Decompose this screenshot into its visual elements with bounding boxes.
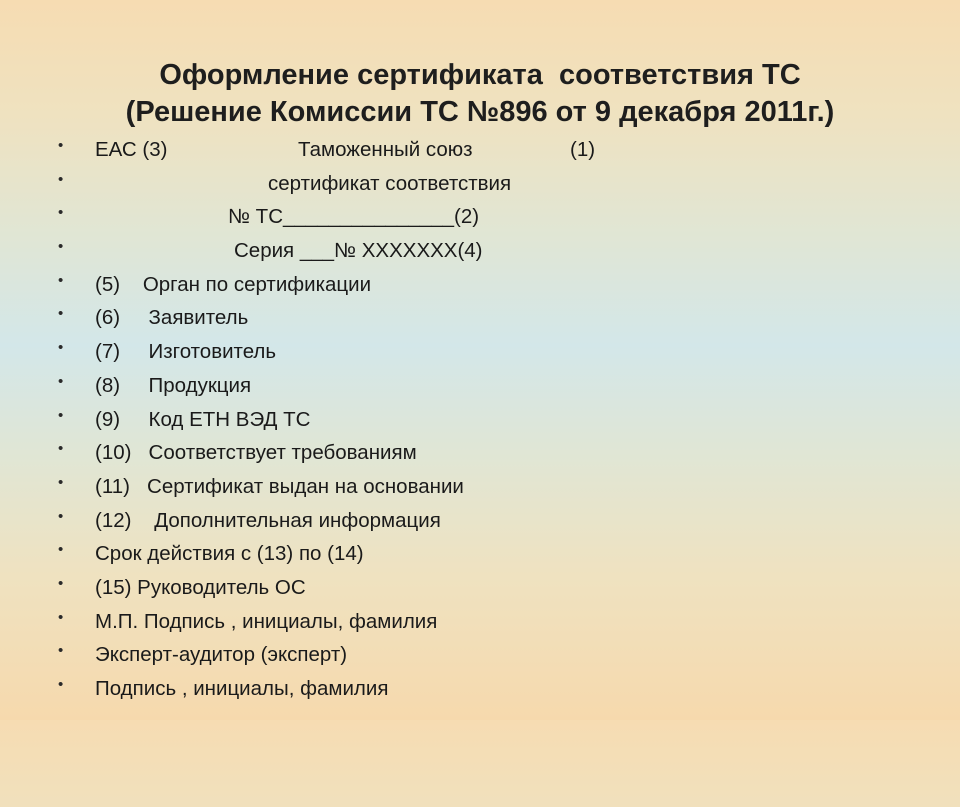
list-item-text: Эксперт-аудитор (эксперт) (95, 643, 348, 667)
series-label: Серия ___№ ХХХХХХХ(4) (234, 239, 483, 263)
bullet-icon: • (58, 238, 64, 256)
slide-title-line-1: Оформление сертификата соответствия ТС (159, 59, 801, 91)
list-item-text: Подпись , инициалы, фамилия (95, 677, 389, 700)
list-item-text: (6) Заявитель (95, 306, 249, 330)
list-item-text: (12) Дополнительная информация (95, 508, 441, 532)
certificate-of-conformity-label: сертификат соответствия (268, 171, 512, 195)
bullet-icon: • (58, 507, 64, 525)
list-item-text: Срок действия с (13) по (14) (95, 542, 364, 566)
list-item-text: (8) Продукция (95, 373, 252, 397)
list-item-certificate-number (58, 200, 480, 234)
list-item-series (58, 234, 483, 268)
slide-title-line-2: (Решение Комиссии ТС №896 от 9 декабря 2011г.) (125, 96, 835, 128)
bullet-icon: • (58, 372, 64, 390)
bullet-icon: • (58, 137, 64, 154)
slide-title (0, 57, 960, 131)
list-item-text: М.П. Подпись , инициалы, фамилия (95, 609, 438, 633)
bullet-icon: • (58, 170, 64, 188)
list-item (58, 301, 249, 335)
bullet-icon: • (58, 271, 64, 289)
certificate-number-label: № ТС_______________(2) (228, 205, 480, 229)
bullet-icon: • (58, 642, 64, 660)
bullet-icon: • (58, 406, 64, 424)
list-item-eac-customs-union (58, 133, 596, 167)
bullet-icon: • (58, 608, 64, 626)
bullet-icon: • (58, 473, 64, 491)
list-item-text: (9) Код ЕТН ВЭД ТС (95, 407, 311, 431)
eac-mark-label: ЕАС (3) (95, 138, 168, 161)
list-item (58, 470, 464, 504)
bullet-icon: • (58, 204, 64, 222)
list-item (58, 369, 252, 403)
bullet-icon: • (58, 339, 64, 357)
list-item-certificate-of-conformity (58, 167, 512, 201)
bullet-icon: • (58, 574, 64, 592)
list-item (58, 672, 389, 706)
list-item-text: (5) Орган по сертификации (95, 272, 372, 296)
list-item (58, 605, 438, 639)
customs-union-label: Таможенный союз (298, 138, 473, 161)
list-item (58, 403, 311, 437)
list-item (58, 504, 441, 538)
list-item (58, 335, 277, 369)
list-item-text: (10) Соответствует требованиям (95, 441, 417, 465)
bullet-icon: • (58, 541, 64, 559)
list-item (58, 268, 372, 302)
customs-union-number: (1) (570, 138, 596, 161)
list-item-text: (15) Руководитель ОС (95, 575, 306, 599)
list-item-text: (7) Изготовитель (95, 340, 277, 364)
bullet-icon: • (58, 305, 64, 323)
list-item (58, 638, 348, 672)
certificate-fields-list (58, 133, 596, 706)
list-item (58, 436, 417, 470)
bullet-icon: • (58, 676, 64, 693)
list-item-text: (11) Сертификат выдан на основании (95, 474, 464, 498)
bullet-icon: • (58, 440, 64, 458)
list-item (58, 537, 364, 571)
list-item (58, 571, 306, 605)
